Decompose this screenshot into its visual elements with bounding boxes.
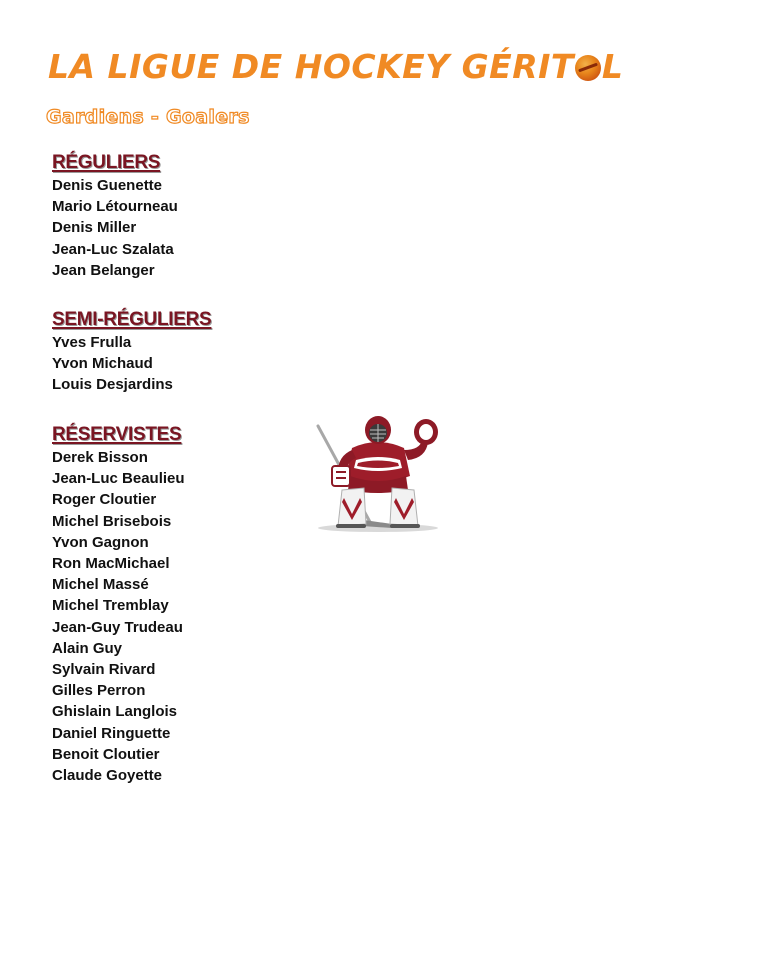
section-heading: SEMI-RÉGULIERS	[52, 309, 212, 330]
player-name: Benoit Cloutier	[52, 745, 160, 763]
player-name: Derek Bisson	[52, 449, 148, 466]
player-name: Jean-Luc Beaulieu	[52, 470, 185, 488]
hockey-puck-icon	[575, 55, 601, 81]
player-list	[52, 332, 211, 396]
section-heading: RÉSERVISTES	[52, 424, 182, 445]
page-title	[48, 46, 623, 88]
section-semi-reguliers	[52, 308, 211, 396]
player-name: Michel Massé	[52, 576, 149, 594]
player-list	[52, 175, 178, 281]
player-name: Jean Belanger	[52, 261, 155, 279]
hockey-goalie-icon	[312, 410, 444, 534]
player-name: Ron MacMichael	[52, 555, 170, 573]
section-reguliers	[52, 151, 178, 281]
player-name: Sylvain Rivard	[52, 661, 156, 679]
player-name: Yvon Gagnon	[52, 533, 149, 551]
player-name: Daniel Ringuette	[52, 724, 171, 742]
page-subtitle: Gardiens - Goalers	[46, 106, 250, 128]
player-name: Mario Létourneau	[52, 198, 178, 216]
title-text: LA LIGUE DE HOCKEY GÉRIT	[48, 47, 574, 86]
player-name: Denis Miller	[52, 219, 137, 237]
player-name: Claude Goyette	[52, 767, 163, 785]
player-name: Gilles Perron	[52, 682, 146, 700]
section-heading: RÉGULIERS	[52, 152, 161, 173]
section-reservistes	[52, 423, 185, 786]
player-name: Alain Guy	[52, 639, 123, 657]
player-name: Denis Guenette	[52, 177, 163, 194]
player-name: Roger Cloutier	[52, 491, 157, 509]
player-list	[52, 447, 185, 786]
player-name: Yves Frulla	[52, 334, 132, 351]
player-name: Jean-Luc Szalata	[52, 240, 174, 258]
player-name: Ghislain Langlois	[52, 703, 178, 721]
player-name: Jean-Guy Trudeau	[52, 618, 183, 636]
player-name: Louis Desjardins	[52, 376, 173, 394]
player-name: Michel Tremblay	[52, 597, 169, 615]
player-name: Yvon Michaud	[52, 355, 153, 373]
title-text-end: L	[601, 47, 624, 86]
player-name: Michel Brisebois	[52, 512, 172, 530]
